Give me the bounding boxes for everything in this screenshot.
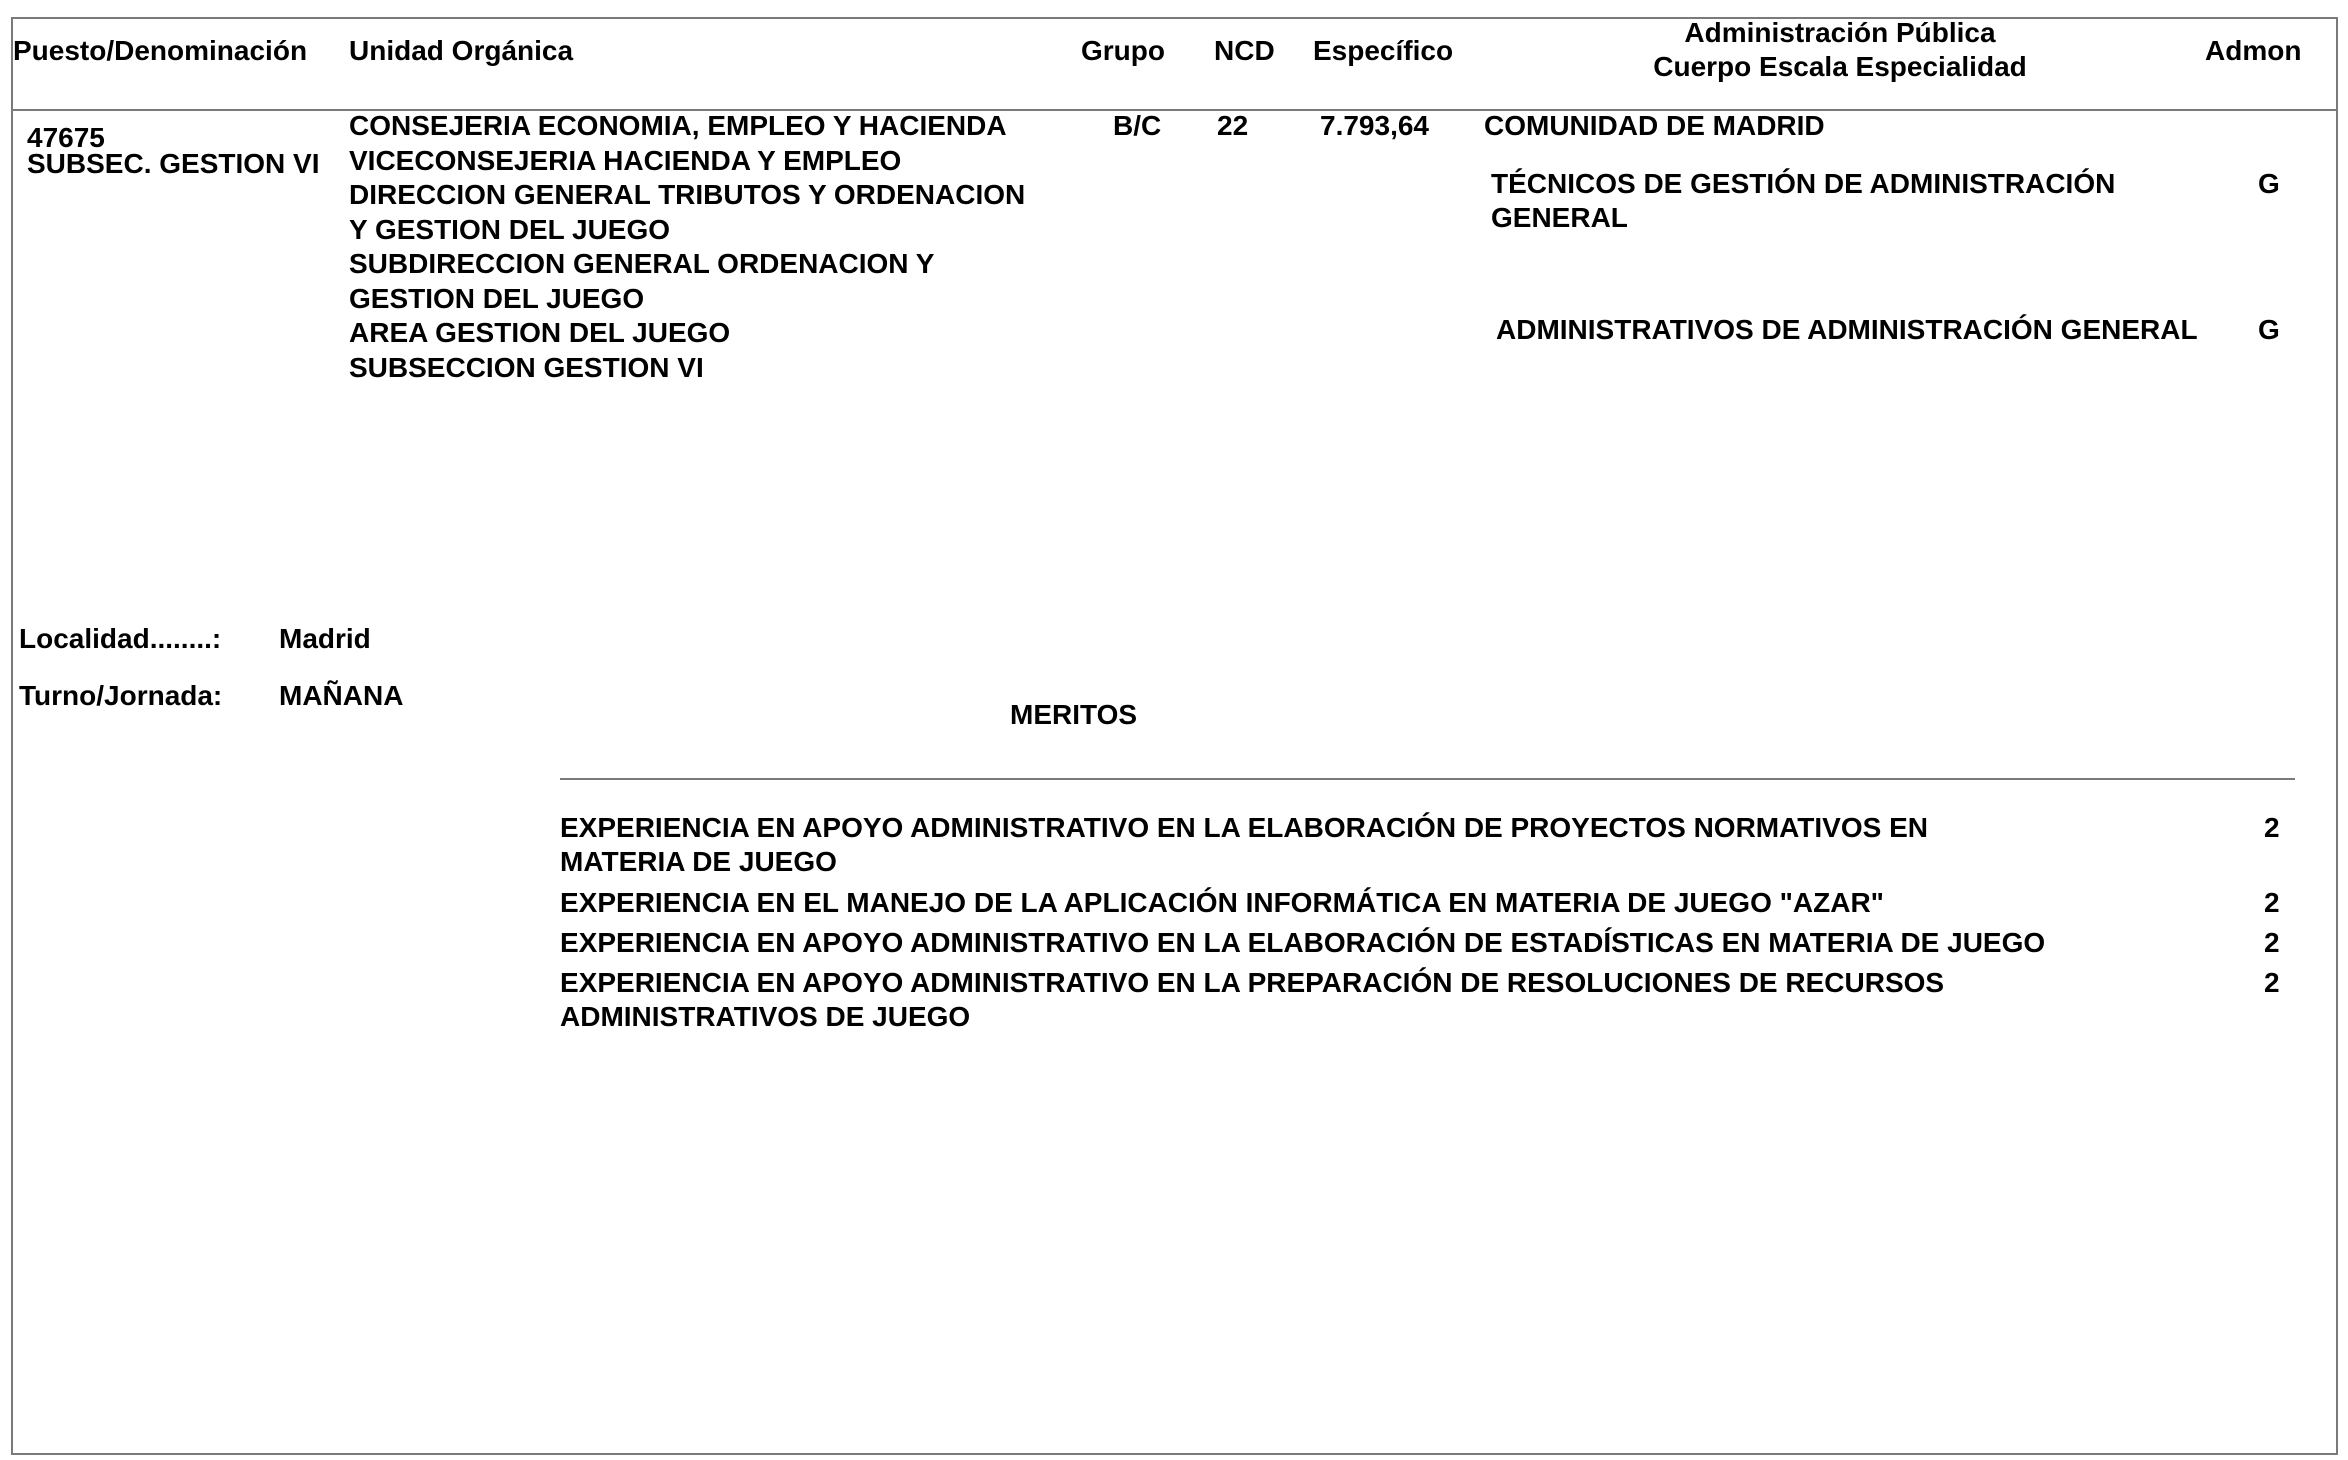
cuerpo-line: ADMINISTRATIVOS DE ADMINISTRACIÓN GENERAL [1496,314,2198,345]
header-unidad: Unidad Orgánica [349,35,574,66]
unidad-line: CONSEJERIA ECONOMIA, EMPLEO Y HACIENDA [349,110,1007,141]
puesto-codigo: 47675 [27,122,105,153]
header-cuerpo-escala: Cuerpo Escala Especialidad [1653,51,2027,82]
cuerpo-admon: G [2258,168,2280,199]
merito-line: EXPERIENCIA EN APOYO ADMINISTRATIVO EN LA PREPARACIÓN DE RESOLUCIONES DE RECURSOS [560,967,1945,998]
header-puesto: Puesto/Denominación [13,35,308,66]
unidad-line: GESTION DEL JUEGO [349,282,645,314]
cuerpo-line: TÉCNICOS DE GESTIÓN DE ADMINISTRACIÓN [1491,168,2116,199]
puesto-grupo: B/C [1113,110,1162,141]
turno-label: Turno/Jornada: [19,680,223,711]
header-admon: Admon [2205,35,2302,66]
merito-points: 2 [2264,812,2280,843]
turno-value: MAÑANA [279,680,404,711]
puesto-especifico: 7.793,64 [1320,110,1429,141]
unidad-line: VICECONSEJERIA HACIENDA Y EMPLEO [349,144,902,176]
header-ncd: NCD [1214,35,1275,66]
puesto-administracion: COMUNIDAD DE MADRID [1484,110,1825,141]
puesto-ncd: 22 [1217,110,1249,141]
header-especifico: Específico [1313,35,1454,66]
localidad-value: Madrid [279,623,371,654]
merito-points: 2 [2264,967,2280,998]
header-administracion-publica: Administración Pública [1684,17,1996,48]
meritos-divider [560,778,2295,780]
puesto-denominacion: SUBSEC. GESTION VI [27,148,320,179]
cuerpo-admon: G [2258,314,2280,345]
header-grupo: Grupo [1081,35,1165,66]
merito-line: EXPERIENCIA EN APOYO ADMINISTRATIVO EN LA ELABORACIÓN DE ESTADÍSTICAS EN MATERIA DE JUEGO [560,927,2046,958]
merito-line: MATERIA DE JUEGO [560,846,837,877]
merito-points: 2 [2264,927,2280,958]
merito-line: EXPERIENCIA EN APOYO ADMINISTRATIVO EN LA ELABORACIÓN DE PROYECTOS NORMATIVOS EN [560,812,1928,843]
unidad-line: DIRECCION GENERAL TRIBUTOS Y ORDENACION [349,179,1026,210]
meritos-title: MERITOS [1010,699,1138,730]
merito-line: EXPERIENCIA EN EL MANEJO DE LA APLICACIÓN INFORMÁTICA EN MATERIA DE JUEGO "AZAR" [560,887,1884,918]
unidad-line: SUBDIRECCION GENERAL ORDENACION Y [349,248,935,279]
cuerpo-line: GENERAL [1491,202,1628,233]
merito-points: 2 [2264,887,2280,918]
unidad-line: Y GESTION DEL JUEGO [349,213,671,245]
unidad-line: AREA GESTION DEL JUEGO [349,317,731,348]
merito-line: ADMINISTRATIVOS DE JUEGO [560,1001,971,1032]
unidad-line: SUBSECCION GESTION VI [349,351,704,383]
localidad-label: Localidad........: [19,623,222,654]
